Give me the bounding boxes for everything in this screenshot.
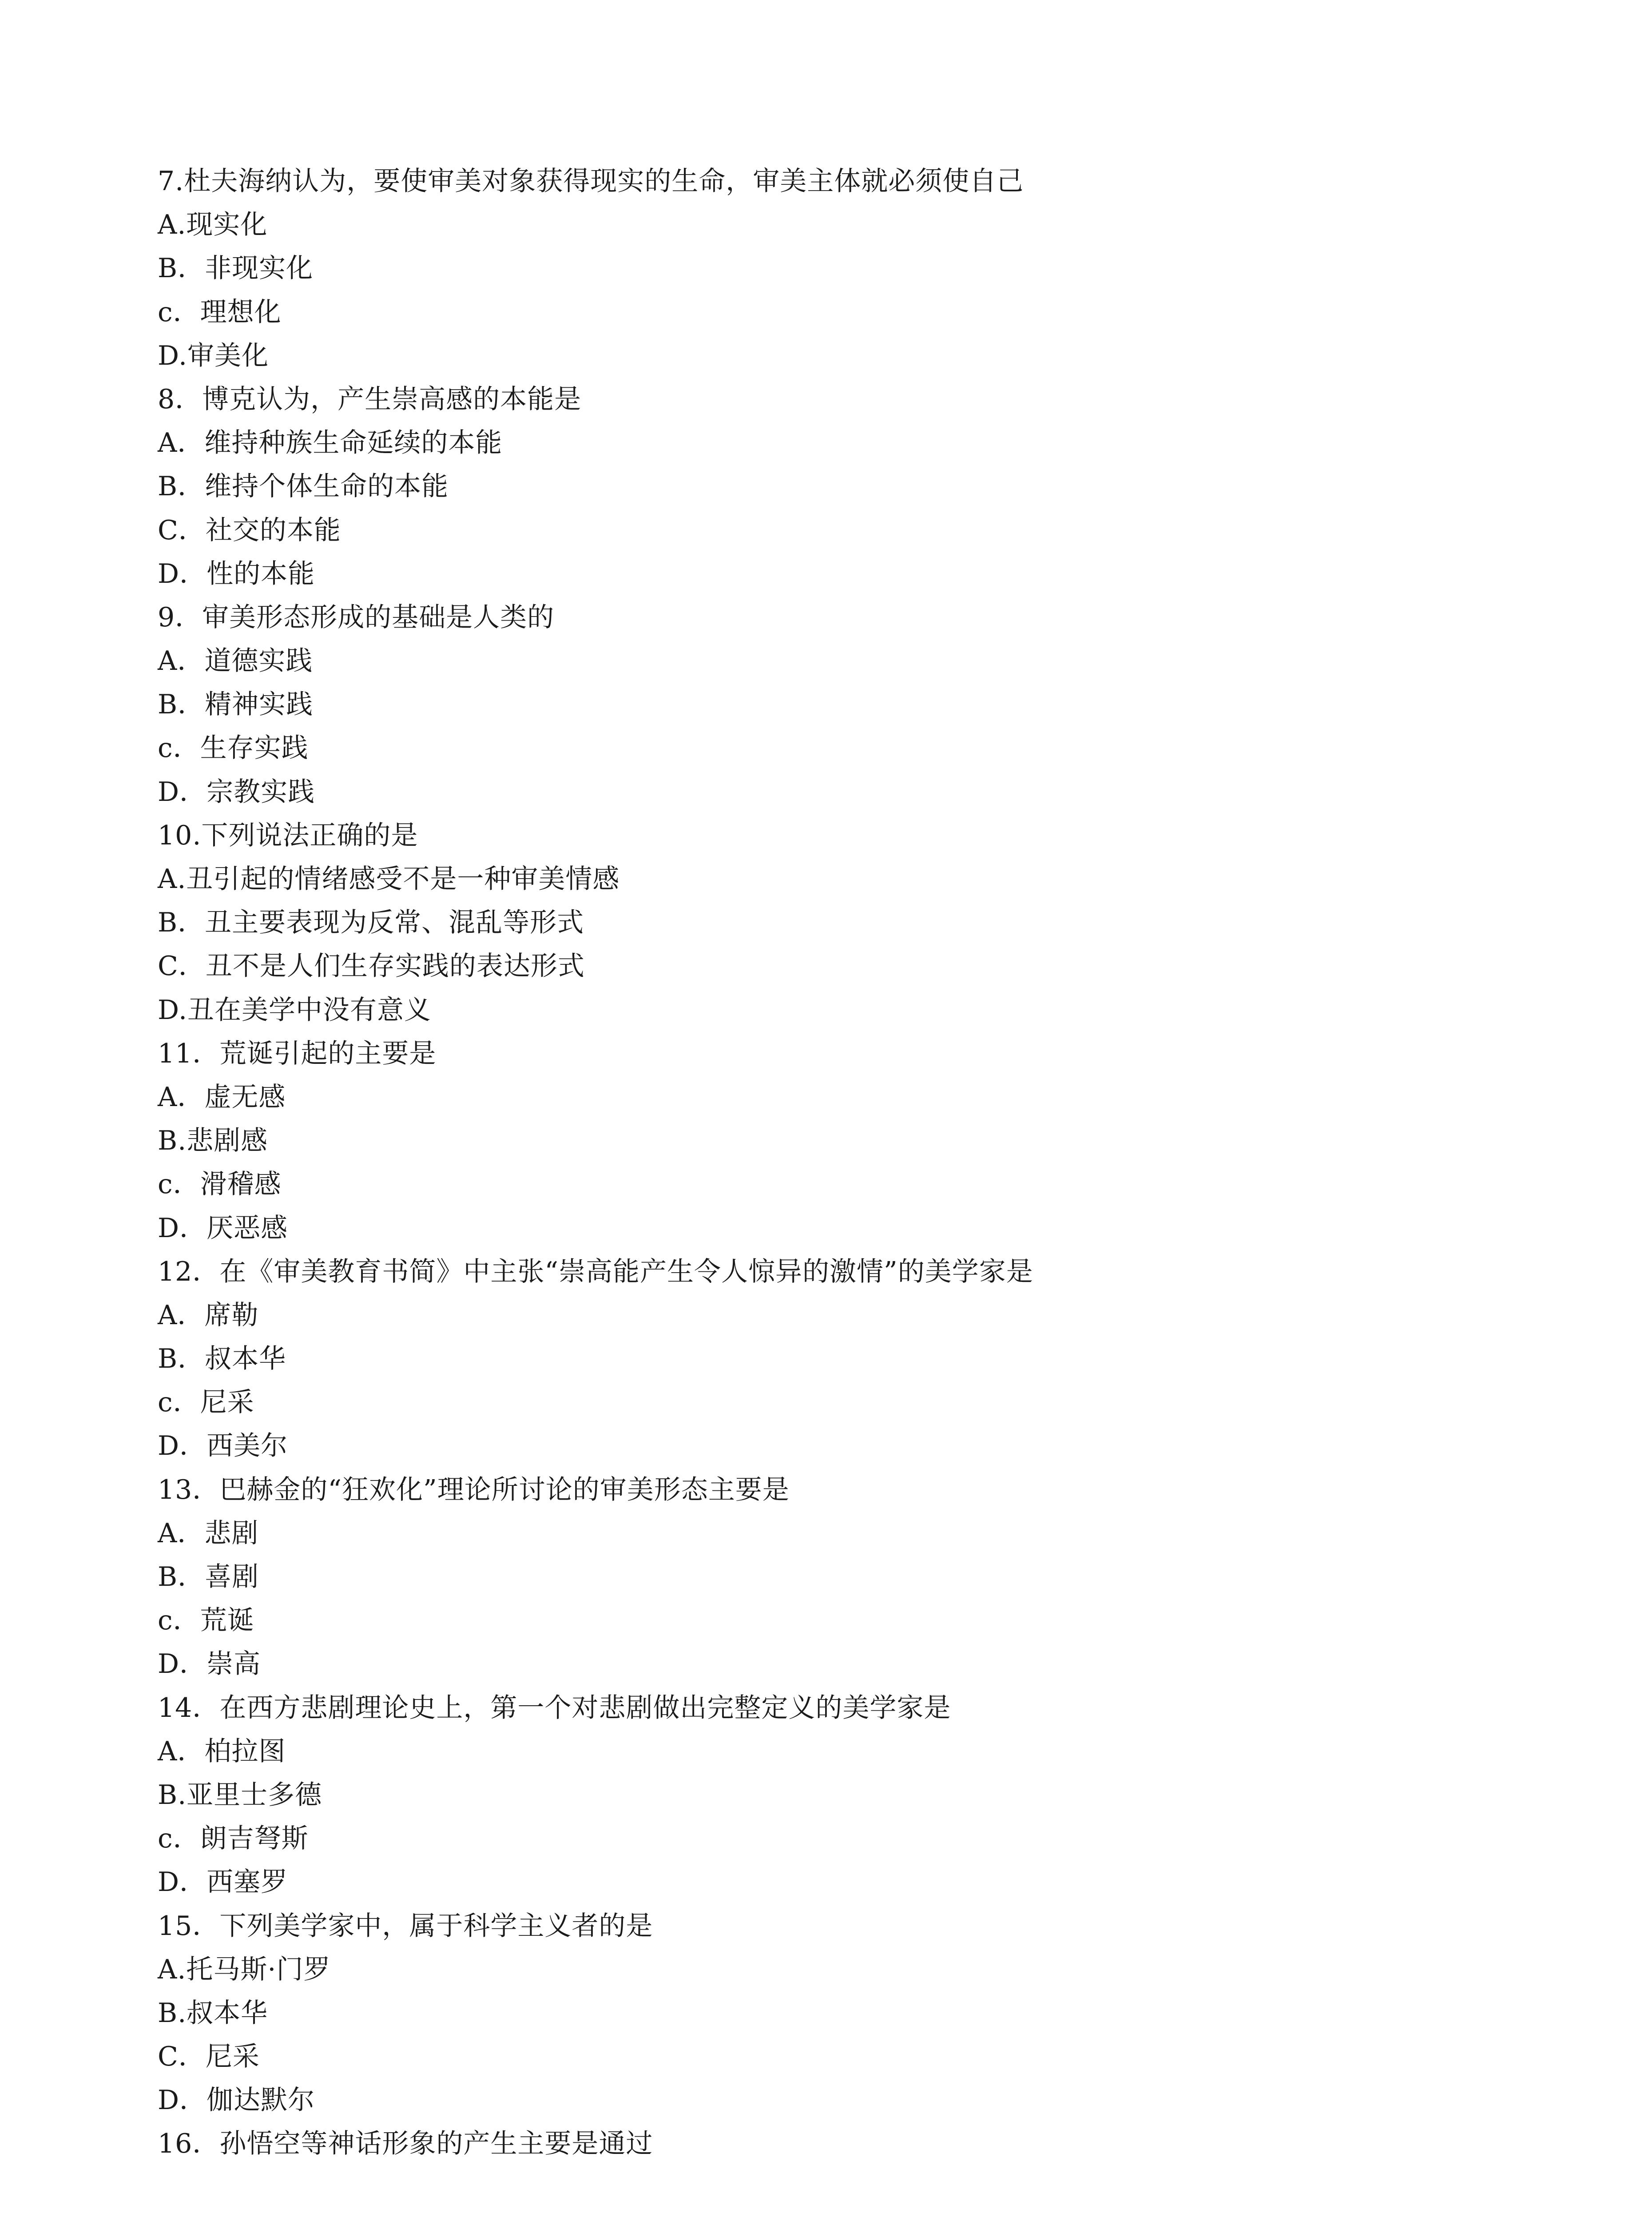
answer-option: D.审美化 — [158, 340, 269, 371]
answer-option: c．尼采 — [158, 1387, 254, 1418]
answer-option: c．滑稽感 — [158, 1169, 282, 1200]
answer-option: D．伽达默尔 — [158, 2085, 315, 2116]
answer-option: B．丑主要表现为反常、混乱等形式 — [158, 907, 584, 939]
question-stem: 12．在《审美教育书简》中主张“崇高能产生令人惊异的激情”的美学家是 — [158, 1256, 1033, 1287]
answer-option: D.丑在美学中没有意义 — [158, 994, 432, 1026]
answer-option: A．柏拉图 — [158, 1735, 286, 1767]
answer-option: C．丑不是人们生存实践的表达形式 — [158, 951, 585, 982]
question-stem: 9．审美形态形成的基础是人类的 — [158, 601, 555, 633]
answer-option: D．宗教实践 — [158, 776, 315, 808]
answer-option: c．理想化 — [158, 296, 282, 328]
answer-option: D．厌恶感 — [158, 1212, 288, 1244]
answer-option: B.亚里士多德 — [158, 1779, 322, 1811]
answer-option: c．朗吉弩斯 — [158, 1823, 309, 1855]
question-stem: 16．孙悟空等神话形象的产生主要是通过 — [158, 2128, 653, 2160]
answer-option: A.现实化 — [158, 209, 268, 241]
answer-option: D．西美尔 — [158, 1430, 288, 1462]
answer-option: A．虚无感 — [158, 1081, 286, 1113]
question-stem: 7.杜夫海纳认为，要使审美对象获得现实的生命，审美主体就必须使自己 — [158, 166, 1024, 197]
question-stem: 8．博克认为，产生崇高感的本能是 — [158, 383, 582, 415]
answer-option: D．西塞罗 — [158, 1867, 288, 1898]
answer-option: A.丑引起的情绪感受不是一种审美情感 — [158, 864, 620, 895]
answer-option: c．荒诞 — [158, 1605, 254, 1636]
answer-option: B.悲剧感 — [158, 1125, 268, 1157]
answer-option: A．悲剧 — [158, 1517, 259, 1549]
question-stem: 10.下列说法正确的是 — [158, 820, 418, 851]
answer-option: B．非现实化 — [158, 253, 314, 284]
answer-option: A．席勒 — [158, 1299, 259, 1331]
answer-option: D．崇高 — [158, 1648, 261, 1680]
question-stem: 14．在西方悲剧理论史上，第一个对悲剧做出完整定义的美学家是 — [158, 1692, 951, 1723]
answer-option: C．社交的本能 — [158, 514, 341, 546]
question-stem: 15．下列美学家中，属于科学主义者的是 — [158, 1910, 653, 1942]
answer-option: B.叔本华 — [158, 1997, 268, 2029]
answer-option: A．道德实践 — [158, 645, 313, 677]
answer-option: B．喜剧 — [158, 1561, 259, 1592]
answer-option: A．维持种族生命延续的本能 — [158, 427, 503, 459]
answer-option: c．生存实践 — [158, 732, 309, 764]
answer-option: D．性的本能 — [158, 558, 315, 589]
answer-option: C．尼采 — [158, 2041, 260, 2073]
answer-option: B．维持个体生命的本能 — [158, 471, 449, 502]
question-stem: 13．巴赫金的“狂欢化”理论所讨论的审美形态主要是 — [158, 1474, 790, 1505]
answer-option: B．精神实践 — [158, 689, 314, 720]
answer-option: B．叔本华 — [158, 1343, 286, 1375]
question-stem: 11．荒诞引起的主要是 — [158, 1038, 437, 1069]
answer-option: A.托马斯·门罗 — [158, 1954, 331, 1985]
